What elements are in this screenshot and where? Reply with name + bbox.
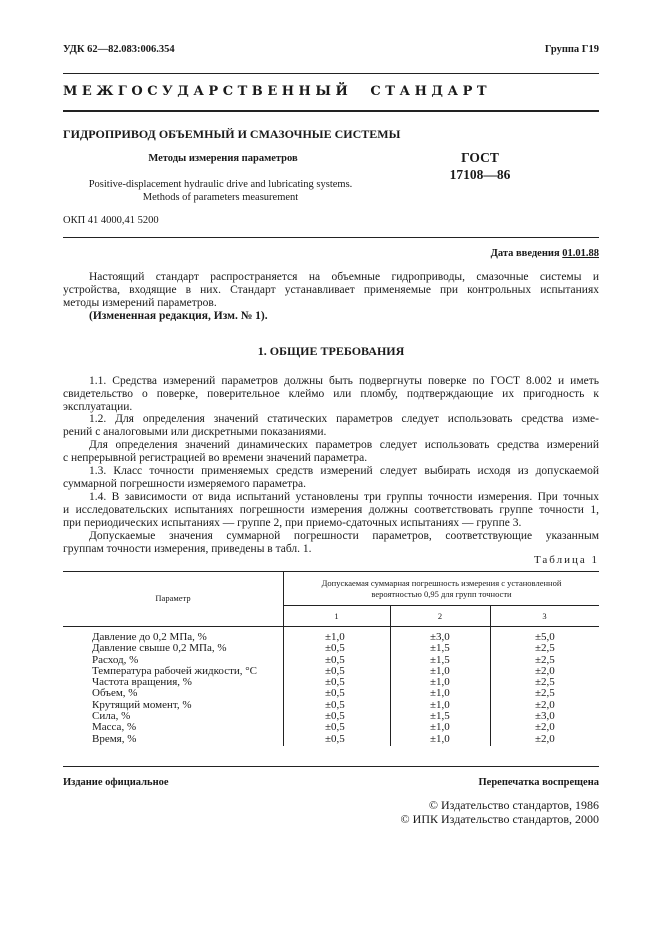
row-value-g3: ±3,0 (535, 710, 555, 723)
row-parameter: Температура рабочей жидкости, °С (92, 664, 258, 677)
reprint-prohibited: Перепечатка воспрещена (478, 777, 599, 788)
table-vline (283, 571, 284, 746)
text-line: эксплуатации. (63, 401, 133, 413)
error-header-line: вероятностью 0,95 для групп точности (371, 589, 512, 599)
text-line: рений с аналоговыми или дискретными показаниями. (63, 426, 327, 438)
text-line: и исследовательских испытаниях погрешности измерения должны соответствовать группе точности 1, (63, 504, 599, 516)
text-line: Допускаемые значения суммарной погрешности параметров, соответствующие указанным (89, 530, 599, 542)
table-caption: Таблица 1 (533, 554, 599, 566)
row-value-g1: ±0,5 (325, 732, 345, 745)
text-line: свидетельство о поверке, поверительное клеймо или пломбу, подтверждающие их пригодность к (63, 388, 599, 400)
text-line: 1.2. Для определения значений статических параметров следует использовать средства изме- (89, 413, 599, 425)
row-parameter: Время, % (92, 732, 137, 745)
row-value-g1: ±1,0 (325, 631, 345, 643)
copyright-line: © Издательство стандартов, 1986 (428, 798, 599, 812)
text-line: 1.1. Средства измерений параметров должны быть подвергнуты поверке по ГОСТ 8.002 и иметь (89, 375, 599, 387)
text-line: при периодических испытаниях — группе 2, при приемо-сдаточных испытаниях — группе 3. (63, 517, 522, 529)
row-value-g2: ±1,0 (430, 664, 450, 677)
row-value-g3: ±2,0 (535, 721, 555, 734)
row-value-g3: ±2,5 (535, 642, 555, 655)
udk-code: УДК 62—82.083:006.354 (63, 44, 175, 55)
group-1-column (325, 632, 345, 745)
english-title (63, 179, 378, 204)
text-line: 1.3. Класс точности применяемых средств измерений следует выбирать исходя из допускаемой (89, 465, 599, 477)
row-parameter: Частота вращения, % (92, 676, 192, 689)
row-value-g1: ±0,5 (325, 653, 345, 666)
row-value-g3: ±2,0 (535, 698, 555, 711)
row-value-g3: ±5,0 (535, 631, 555, 643)
group-2-column (430, 632, 450, 745)
row-value-g1: ±0,5 (325, 664, 345, 677)
text-line: методы измерений параметров. (63, 297, 217, 309)
group-3-column (535, 632, 555, 745)
clause-1-2 (63, 413, 599, 439)
amendment-note: (Измененная редакция, Изм. № 1). (89, 310, 268, 322)
parameter-column (92, 632, 282, 745)
parameter-header: Параметр (155, 593, 191, 603)
row-value-g1: ±0,5 (325, 698, 345, 711)
clause-1-4 (63, 491, 599, 530)
effective-date-label: Дата введения (490, 248, 560, 259)
gost-number (430, 149, 530, 183)
row-value-g2: ±3,0 (430, 631, 450, 643)
row-value-g2: ±1,5 (430, 710, 450, 723)
row-parameter: Сила, % (92, 710, 131, 723)
error-header (286, 578, 597, 600)
row-value-g3: ±2,5 (535, 676, 555, 689)
table-top-rule (63, 571, 599, 572)
clause-1-3 (63, 465, 599, 491)
table-header-rule (283, 605, 599, 606)
row-parameter: Давление до 0,2 МПа, % (92, 631, 207, 643)
text-line: Настоящий стандарт распространяется на объемные гидроприводы, смазочные системы и (89, 271, 599, 283)
row-value-g3: ±2,0 (535, 732, 555, 745)
row-parameter: Крутящий момент, % (92, 698, 192, 711)
clause-1-2-dynamic (63, 439, 599, 465)
effective-date (491, 248, 599, 259)
row-value-g2: ±1,0 (430, 676, 450, 689)
row-parameter: Расход, % (92, 653, 139, 666)
top-rule (63, 73, 599, 74)
row-value-g1: ±0,5 (325, 642, 345, 655)
row-parameter: Объем, % (92, 687, 138, 700)
row-value-g1: ±0,5 (325, 721, 345, 734)
banner-rule (63, 110, 599, 112)
row-value-g2: ±1,0 (430, 698, 450, 711)
text-line: группам точности измерения, приведены в табл. 1. (63, 543, 312, 555)
copyright-block (401, 798, 599, 826)
row-value-g1: ±0,5 (325, 687, 345, 700)
official-edition: Издание официальное (63, 777, 169, 788)
row-value-g1: ±0,5 (325, 710, 345, 723)
group-1-header: 1 (334, 611, 339, 621)
row-value-g3: ±2,0 (535, 664, 555, 677)
okp-code: ОКП 41 4000,41 5200 (63, 215, 159, 226)
row-value-g2: ±1,0 (430, 732, 450, 745)
standard-banner: М Е Ж Г О С У Д А Р С Т В Е Н Н Ы Й С Т А Н Д А Р Т (63, 84, 487, 99)
english-title-line: Positive-displacement hydraulic drive and lubricating systems. (88, 179, 353, 190)
table-bottom-rule (63, 766, 599, 767)
row-value-g2: ±1,5 (430, 642, 450, 655)
document-subtitle: Методы измерения параметров (148, 153, 298, 164)
section-heading: 1. ОБЩИЕ ТРЕБОВАНИЯ (257, 344, 405, 358)
text-line: с непрерывной регистрацией во времени значений параметра. (63, 452, 368, 464)
table-groups-rule (63, 626, 599, 627)
clause-1-4-table-ref (63, 530, 599, 556)
row-value-g2: ±1,0 (430, 721, 450, 734)
english-title-line: Methods of parameters measurement (142, 191, 299, 203)
gost-code: 17108—86 (449, 167, 511, 182)
group-code: Группа Г19 (544, 44, 599, 55)
gost-label: ГОСТ (461, 150, 499, 165)
date-rule (63, 237, 599, 238)
row-value-g1: ±0,5 (325, 676, 345, 689)
group-3-header: 3 (542, 611, 547, 621)
error-header-line: Допускаемая суммарная погрешность измерения с установленной (321, 578, 562, 588)
text-line: устройства, входящие в них. Стандарт устанавливает применяемые при контрольных испытаниях (63, 284, 599, 296)
row-value-g2: ±1,5 (430, 653, 450, 666)
copyright-line: © ИПК Издательство стандартов, 2000 (400, 812, 599, 826)
text-line: 1.4. В зависимости от вида испытаний установлены три группы точности измерения. При точных (89, 491, 599, 503)
text-line: суммарной погрешности измеряемого параметра. (63, 478, 307, 490)
row-value-g2: ±1,0 (430, 687, 450, 700)
effective-date-value: 01.01.88 (562, 248, 599, 259)
document-title: ГИДРОПРИВОД ОБЪЕМНЫЙ И СМАЗОЧНЫЕ СИСТЕМЫ (63, 127, 401, 141)
row-parameter: Масса, % (92, 721, 137, 734)
row-parameter: Давление свыше 0,2 МПа, % (92, 642, 227, 655)
group-2-header: 2 (437, 611, 443, 621)
clause-1-1 (63, 375, 599, 414)
row-value-g3: ±2,5 (535, 653, 555, 666)
text-line: Для определения значений динамических параметров следует использовать средства измерений (89, 439, 599, 451)
row-value-g3: ±2,5 (535, 687, 555, 700)
intro-paragraph (63, 271, 599, 323)
